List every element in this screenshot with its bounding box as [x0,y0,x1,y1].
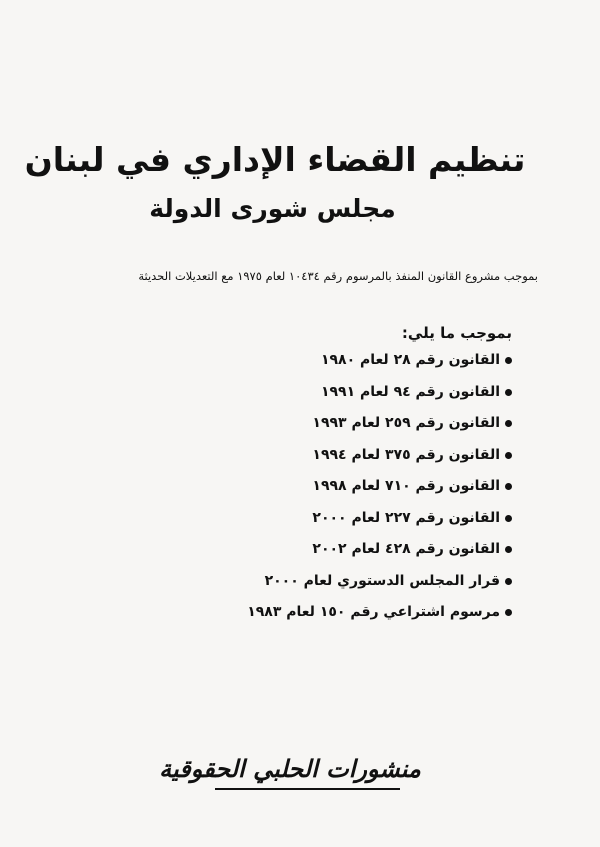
law-label: القانون رقم ٤٢٨ لعام ٢٠٠٢ [312,541,500,557]
list-item [247,537,512,569]
book-title: تنظيم القضاء الإداري في لبنان [24,140,526,179]
bullet-icon [505,483,512,490]
bullet-icon [505,578,512,585]
list-item [247,569,512,601]
bullet-icon [505,609,512,616]
law-label: القانون رقم ٣٧٥ لعام ١٩٩٤ [312,446,500,463]
laws-list-heading: بموجب ما يلي: [401,324,512,342]
list-item [247,348,512,380]
list-item [247,600,512,632]
bullet-icon [505,546,512,553]
list-item [247,474,512,506]
law-label: القانون رقم ٧١٠ لعام ١٩٩٨ [312,478,500,494]
list-item [247,411,512,443]
list-item [247,443,512,475]
list-item [247,506,512,538]
bullet-icon [505,357,512,364]
bullet-icon [505,420,512,427]
law-label: القانون رقم ٩٤ لعام ١٩٩١ [320,383,500,400]
laws-list [247,348,512,632]
legal-basis-text: بموجب مشروع القانون المنفذ بالمرسوم رقم ١٠٤٣٤ لعام ١٩٧٥ مع التعديلات الحديثة [138,269,538,283]
law-label: قرار المجلس الدستوري لعام ٢٠٠٠ [264,572,500,589]
bullet-icon [505,515,512,522]
law-label: القانون رقم ٢٢٧ لعام ٢٠٠٠ [312,509,500,526]
publisher-underline [215,788,400,790]
bullet-icon [505,452,512,459]
law-label: القانون رقم ٢٥٩ لعام ١٩٩٣ [312,415,500,431]
publisher-logo-text: منشورات الحلبي الحقوقية [159,754,421,783]
list-item [247,380,512,412]
law-label: القانون رقم ٢٨ لعام ١٩٨٠ [320,352,500,368]
law-label: مرسوم اشتراعي رقم ١٥٠ لعام ١٩٨٣ [247,604,500,620]
book-subtitle: مجلس شورى الدولة [149,194,396,223]
bullet-icon [505,389,512,396]
